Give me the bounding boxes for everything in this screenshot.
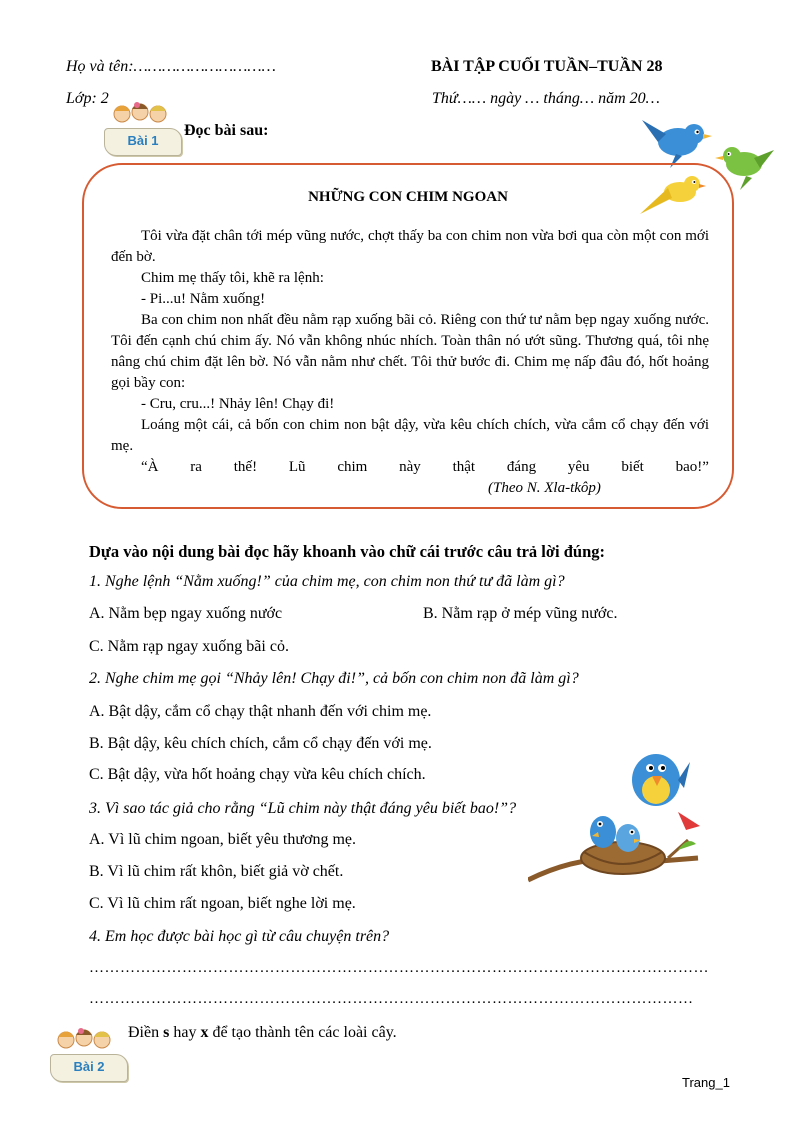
story-source: (Theo N. Xla-tkôp) xyxy=(488,480,601,496)
story-paragraph: Ba con chim non nhất đều nằm rạp xuống bãi cỏ. Riêng con thứ tư nằm bẹp ngay xuống nước. Tôi đến cạnh chú chim ấy. Nó vẫn không nhúc nhích. Toàn thân nó ướt sũng. Thương quá, tôi nhẹ nâng chú chim đặt lên bờ. Nó vẫn nằm như chết. Tôi thử bước đi. Chim mẹ nấp đâu đó, hốt hoảng gọi bầy con: xyxy=(111,312,709,391)
question-2: 2. Nghe chim mẹ gọi “Nhảy lên! Chạy đi!”, cả bốn con chim non đã làm gì? xyxy=(89,670,579,687)
name-field-label: Họ và tên:………………………… xyxy=(66,58,276,75)
exercise-1-badge xyxy=(104,100,184,156)
question-4: 4. Em học được bài học gì từ câu chuyện trên? xyxy=(89,928,390,945)
answer-1a[interactable]: A. Nằm bẹp ngay xuống nước xyxy=(89,605,283,622)
kids-icon xyxy=(110,100,176,130)
class-field-label: Lớp: 2 xyxy=(66,90,109,107)
bird-nest-icon xyxy=(528,740,708,890)
exercise-2-label: Bài 2 xyxy=(73,1059,105,1074)
answer-4-line-1[interactable]: ………………………………………………………………………………………………………… xyxy=(89,960,709,976)
question-3: 3. Vì sao tác giả cho rằng “Lũ chim này thật đáng yêu biết bao!”? xyxy=(89,800,517,817)
exercise-2-badge xyxy=(50,1026,130,1082)
story-paragraph: - Cru, cru...! Nhảy lên! Chạy đi! xyxy=(141,396,335,412)
date-line: Thứ…… ngày … tháng… năm 20… xyxy=(432,90,660,107)
answer-2c[interactable]: C. Bật dậy, vừa hốt hoảng chạy vừa kêu chích chích. xyxy=(89,766,426,783)
answer-3a[interactable]: A. Vì lũ chim ngoan, biết yêu thương mẹ. xyxy=(89,831,357,848)
kids-icon xyxy=(54,1026,120,1056)
answer-3c[interactable]: C. Vì lũ chim rất ngoan, biết nghe lời mẹ. xyxy=(89,895,356,912)
answer-2b[interactable]: B. Bật dậy, kêu chích chích, cắm cổ chạy đến với mẹ. xyxy=(89,735,432,752)
story-last-line: “À ra thế! Lũ chim này thật đáng yêu biết bao!” xyxy=(141,459,709,475)
answer-1c[interactable]: C. Nằm rạp ngay xuống bãi cỏ. xyxy=(89,638,289,655)
story-box xyxy=(82,163,734,509)
answer-3b[interactable]: B. Vì lũ chim rất khôn, biết giả vờ chết. xyxy=(89,863,344,880)
page-number: Trang_1 xyxy=(682,1075,730,1090)
worksheet-title: BÀI TẬP CUỐI TUẦN–TUẦN 28 xyxy=(431,58,663,75)
answer-2a[interactable]: A. Bật dậy, cắm cổ chạy thật nhanh đến với chim mẹ. xyxy=(89,703,432,720)
story-paragraph: Loáng một cái, cả bốn con chim non bật dậy, vừa kêu chích chích, vừa cắm cổ chạy đến với mẹ. xyxy=(111,417,709,454)
exercise-1-instruction: Đọc bài sau: xyxy=(184,122,269,139)
story-paragraph: - Pi...u! Nằm xuống! xyxy=(141,291,266,307)
class-value: 2 xyxy=(100,90,109,107)
exercise-1-label: Bài 1 xyxy=(127,133,159,148)
story-paragraph: Tôi vừa đặt chân tới mép vũng nước, chợt thấy ba con chim non vừa bơi qua còn một con mới đến bờ. xyxy=(111,228,709,265)
exercise-2-instruction: Điền s hay x để tạo thành tên các loài cây. xyxy=(128,1024,397,1041)
question-1: 1. Nghe lệnh “Nằm xuống!” của chim mẹ, con chim non thứ tư đã làm gì? xyxy=(89,573,565,590)
answer-1b[interactable]: B. Nằm rạp ở mép vũng nước. xyxy=(423,605,618,622)
answer-4-line-2[interactable]: ……………………………………………………………………………………………………… xyxy=(89,991,694,1007)
story-title: NHỮNG CON CHIM NGOAN xyxy=(308,189,508,205)
questions-instruction: Dựa vào nội dung bài đọc hãy khoanh vào chữ cái trước câu trả lời đúng: xyxy=(89,542,606,561)
story-paragraph: Chim mẹ thấy tôi, khẽ ra lệnh: xyxy=(141,270,324,286)
